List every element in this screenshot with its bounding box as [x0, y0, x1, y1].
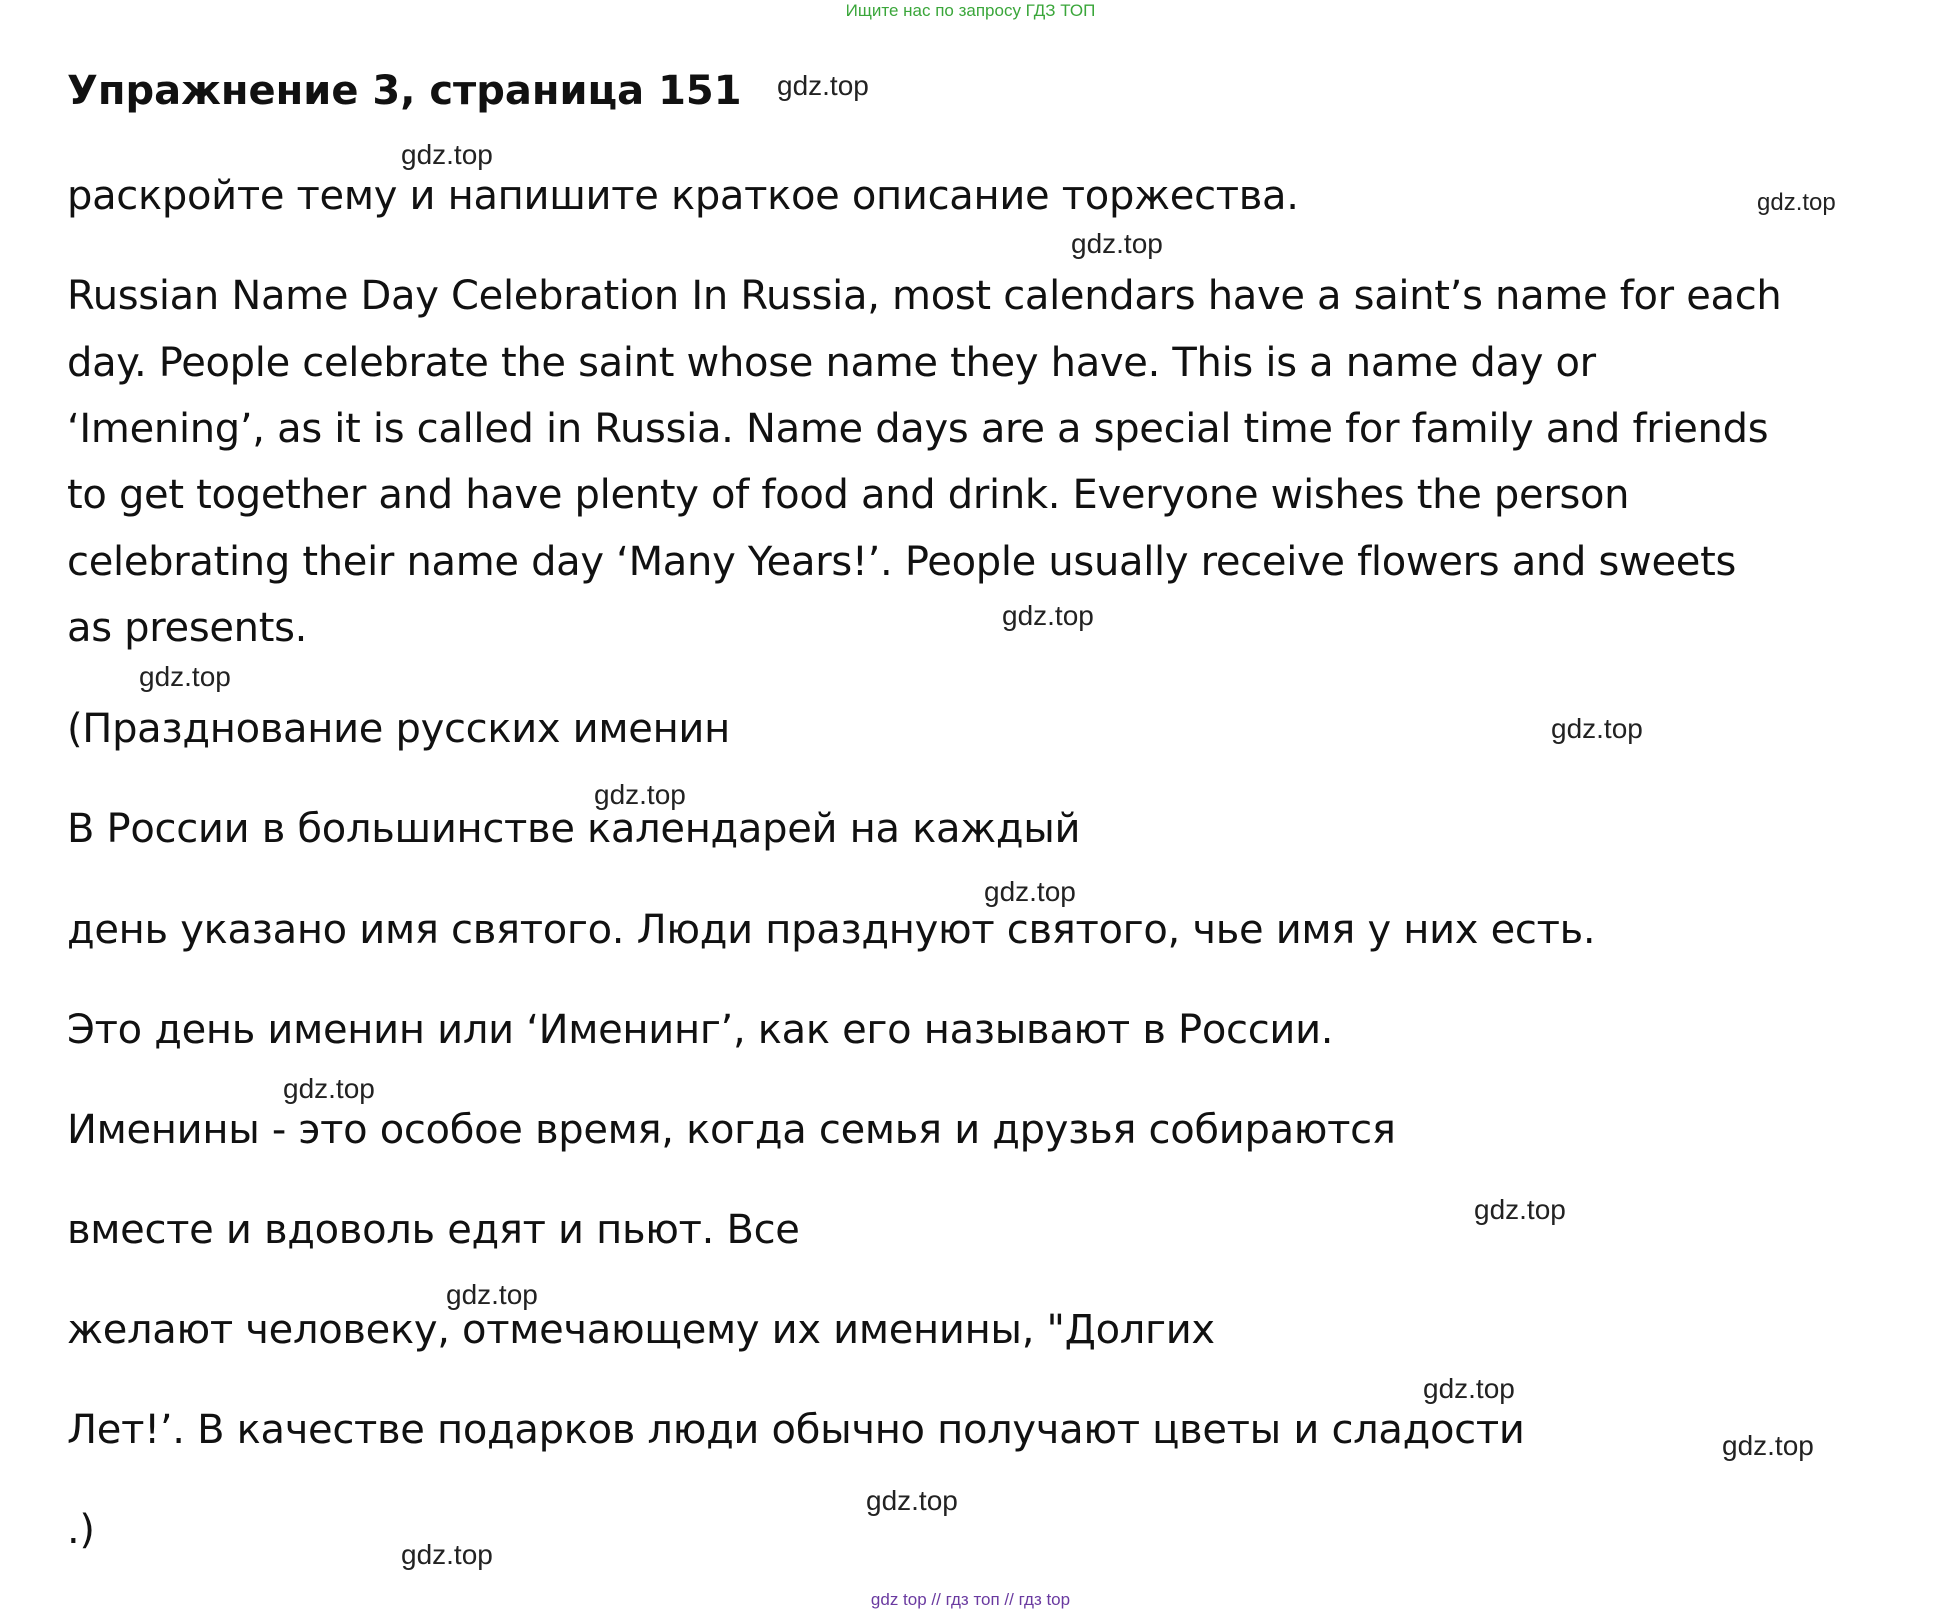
watermark: gdz.top [1071, 228, 1163, 259]
watermark: gdz.top [1757, 189, 1836, 216]
english-line: ‘Imening’, as it is called in Russia. Name days are a special time for family and friends [67, 406, 1769, 452]
watermark: gdz.top [984, 876, 1076, 907]
russian-line: день указано имя святого. Люди празднуют святого, чье имя у них есть. [67, 907, 1596, 953]
watermark: gdz.top [446, 1279, 538, 1310]
watermark: gdz.top [594, 779, 686, 810]
watermark: gdz.top [1551, 713, 1643, 744]
watermark: gdz.top [401, 1539, 493, 1570]
watermark: gdz.top [1474, 1194, 1566, 1225]
russian-line: .) [67, 1507, 95, 1553]
russian-line: В России в большинстве календарей на каждый [67, 806, 1081, 852]
watermark: gdz.top [1002, 600, 1094, 631]
english-line: as presents. [67, 605, 308, 651]
russian-line: желают человеку, отмечающему их именины, "Долгих [67, 1307, 1215, 1353]
russian-line: Именины - это особое время, когда семья и друзья собираются [67, 1107, 1396, 1153]
page-title: Упражнение 3, страница 151 [67, 68, 742, 114]
watermark: gdz.top [777, 70, 869, 101]
instruction-line: раскройте тему и напишите краткое описание торжества. [67, 173, 1299, 219]
watermark: gdz.top [1722, 1430, 1814, 1461]
english-line: Russian Name Day Celebration In Russia, most calendars have a saint’s name for each [67, 273, 1782, 319]
watermark: gdz.top [866, 1485, 958, 1516]
watermark: gdz.top [283, 1073, 375, 1104]
english-line: celebrating their name day ‘Many Years!’. People usually receive flowers and sweets [67, 539, 1736, 585]
russian-line: Это день именин или ‘Именинг’, как его называют в России. [67, 1007, 1334, 1053]
watermark: gdz.top [1423, 1373, 1515, 1404]
footer-note: gdz top // гдз топ // гдз top [870, 1590, 1071, 1609]
english-line: to get together and have plenty of food and drink. Everyone wishes the person [67, 472, 1630, 518]
watermark: gdz.top [401, 139, 493, 170]
russian-line: Лет!’. В качестве подарков люди обычно получают цветы и сладости [67, 1407, 1525, 1453]
header-note: Ищите нас по запросу ГДЗ ТОП [845, 1, 1096, 20]
russian-line: (Празднование русских именин [67, 706, 730, 752]
english-line: day. People celebrate the saint whose name they have. This is a name day or [67, 340, 1596, 386]
russian-line: вместе и вдоволь едят и пьют. Все [67, 1207, 800, 1253]
watermark: gdz.top [139, 661, 231, 692]
